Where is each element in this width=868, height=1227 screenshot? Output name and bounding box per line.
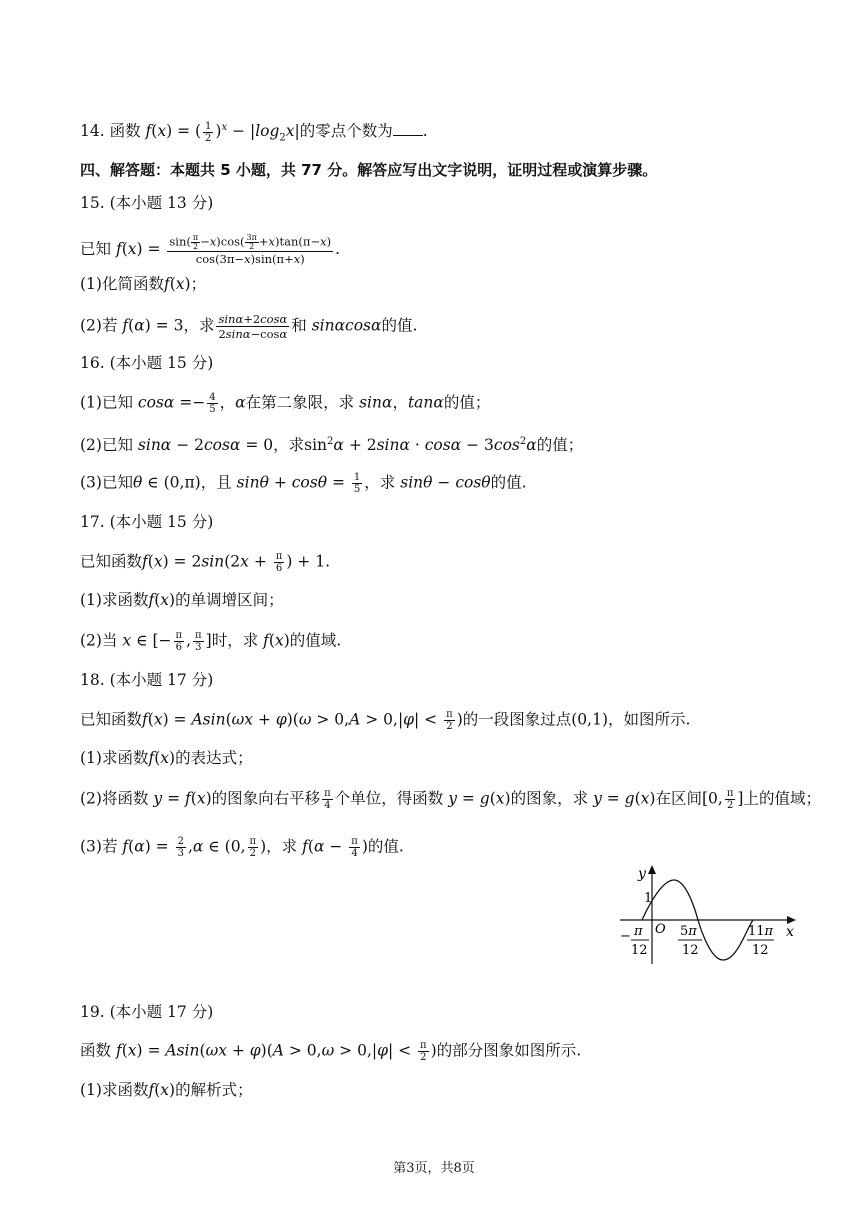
q16-header: 16. (本小题 15 分)	[80, 354, 214, 372]
svg-text:π: π	[634, 924, 643, 939]
q15-part1: (1)化简函数f(x)；	[80, 275, 207, 293]
q15-header: 15. (本小题 13 分)	[80, 194, 214, 212]
page-footer: 第3页，共8页	[393, 1161, 475, 1176]
origin-label: O	[655, 922, 666, 937]
q18-header: 18. (本小题 17 分)	[80, 671, 214, 689]
q16-part1: (1)已知 cosα =− $\frac{4}{5}$ ，α在第二象限，求 sinα，tanα的值；	[80, 392, 491, 415]
q19-given: 函数 f(x) = Asin(ωx + φ)(A > 0,ω > 0,|φ| < $\frac{\pi}{2}$ )的部分图象如图所示.	[80, 1040, 582, 1063]
y-label: y	[638, 866, 646, 882]
q19-header: 19. (本小题 17 分)	[80, 1003, 214, 1021]
svg-text:5π: 5π	[680, 924, 697, 939]
section-title: 四、解答题：本题共 5 小题，共 77 分。解答应写出文字说明，证明过程或演算步骤。	[80, 161, 658, 179]
question-14: 14. 函数 f(x) = ( $\frac{1}{2}$ )$^x - |\log_2x|$的零点个数为 .	[80, 120, 428, 144]
q16-part2: (2)已知 sinα − 2cosα = 0，求$\sin^2\alpha + 2\sin\alpha \cdot \cos\alpha - 3\cos^2\alpha$的值；	[80, 436, 584, 455]
q17-part2: (2)当 x ∈ [− $\frac{\pi}{6}$ , $\frac{\pi}{3}$ ]时，求 f(x)的值域.	[80, 630, 342, 653]
tick-label-11pi-12	[747, 924, 774, 958]
svg-text:12: 12	[631, 943, 648, 958]
tick-label-5pi-12	[678, 924, 702, 958]
tick-label-neg-pi-12	[620, 924, 649, 958]
q17-header: 17. (本小题 15 分)	[80, 513, 214, 531]
q17-given: 已知函数f(x) = 2sin(2x + $\frac{\pi}{6}$ ) + 1.	[80, 551, 331, 574]
one-label: 1	[644, 891, 653, 906]
answer-blank	[393, 121, 423, 136]
q18-part3: (3)若 f(α) = $\frac{2}{3}$ ,α ∈ (0, $\frac{\pi}{2}$ )，求 f(α − $\frac{\pi}{4}$ )的值.	[80, 836, 404, 859]
q17-part1: (1)求函数f(x)的单调增区间；	[80, 591, 284, 609]
q18-part2: (2)将函数 y = f(x)的图象向右平移 $\frac{\pi}{4}$ 个单位，得函数 y = g(x)的图象，求 y = g(x)在区间[0, $\frac{\pi}{2}$ ]上的值域；	[80, 788, 821, 811]
q19-part1: (1)求函数f(x)的解析式；	[80, 1081, 253, 1099]
y-axis-arrow	[648, 865, 656, 874]
q16-part3: (3)已知θ ∈ (0,π)，且 sinθ + cosθ = $\frac{1}{5}$ ，求 sinθ − cosθ的值.	[80, 472, 527, 495]
q18-part1: (1)求函数f(x)的表达式；	[80, 749, 253, 767]
x-axis-arrow	[787, 916, 796, 924]
svg-text:−: −	[620, 929, 631, 944]
svg-text:12: 12	[682, 943, 699, 958]
x-label: x	[786, 924, 794, 940]
q15-given: 已知 f(x) = sin( $\frac{\pi}{2}$ −x)cos( $\frac{3\pi}{2}$ +x)tan(π−x) cos(3π−x)sin(π+x) .	[80, 233, 341, 266]
q18-given: 已知函数f(x) = Asin(ωx + φ)(ω > 0,A > 0,|φ| < $\frac{\pi}{2}$ )的一段图象过点(0,1)，如图所示.	[80, 709, 691, 732]
svg-text:11π: 11π	[748, 924, 774, 939]
svg-text:12: 12	[752, 943, 769, 958]
sine-graph	[616, 860, 806, 970]
q15-part2: (2)若 f(α) = 3，求 $\frac{\sin\alpha+2\cos\alpha}{2\sin\alpha-\cos\alpha}$ 和 sinαcosα的值.	[80, 312, 418, 341]
